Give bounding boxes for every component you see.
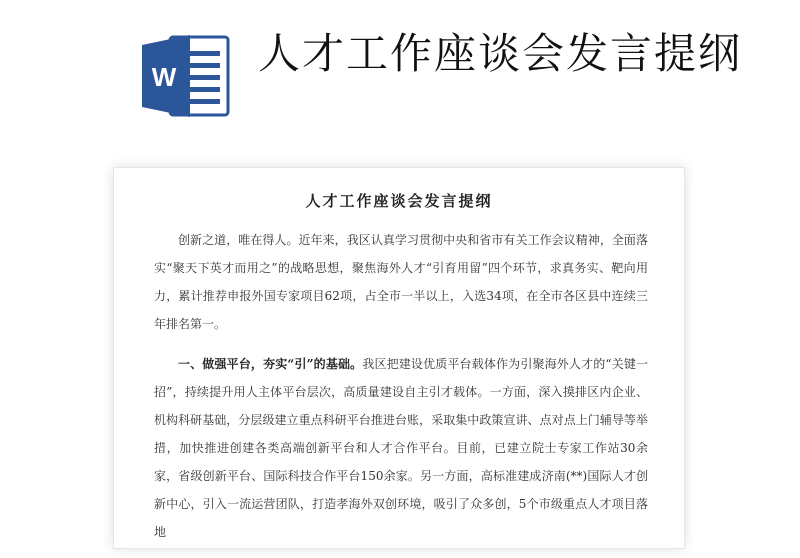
document-body <box>154 226 648 558</box>
section-1-heading: 一、做强平台，夯实“引”的基础。 <box>178 357 363 371</box>
paragraph-intro-text: 创新之道，唯在得人。近年来，我区认真学习贯彻中央和省市有关工作会议精神，全面落实“聚天下英才而用之”的战略思想，聚焦海外人才“引育用留”四个环节，求真务实、靶向用力，累计推荐申报外国专家项目62项，占全市一半以上，入选34项，在全市各区县中连续三年排名第一。 <box>154 233 648 331</box>
page-header <box>0 0 800 160</box>
document-preview <box>113 167 685 549</box>
document-title: 人才工作座谈会发言提纲 <box>305 192 493 210</box>
page-title: 人才工作座谈会发言提纲 <box>258 29 743 78</box>
word-doc-icon <box>140 33 232 119</box>
paragraph-intro <box>154 226 648 338</box>
paragraph-section-1 <box>154 350 648 546</box>
word-icon-letter: W <box>151 62 177 92</box>
section-1-text: 我区把建设优质平台载体作为引聚海外人才的“关键一招”，持续提升用人主体平台层次，高质量建设自主引才载体。一方面，深入摸排区内企业、机构科研基础，分层级建立重点科研平台推进台账，采取集中政策宣讲、点对点上门辅导等举措，加快推进创建各类高端创新平台和人才合作平台。目前，已建立院士专家工作站30余家，省级创新平台、国际科技合作平台150余家。另一方面，高标准建成济南(**)国际人才创新中心，引入一流运营团队，打造孝海外双创环境，吸引了众多创，5个市级重点人才项目落地 <box>154 357 648 539</box>
